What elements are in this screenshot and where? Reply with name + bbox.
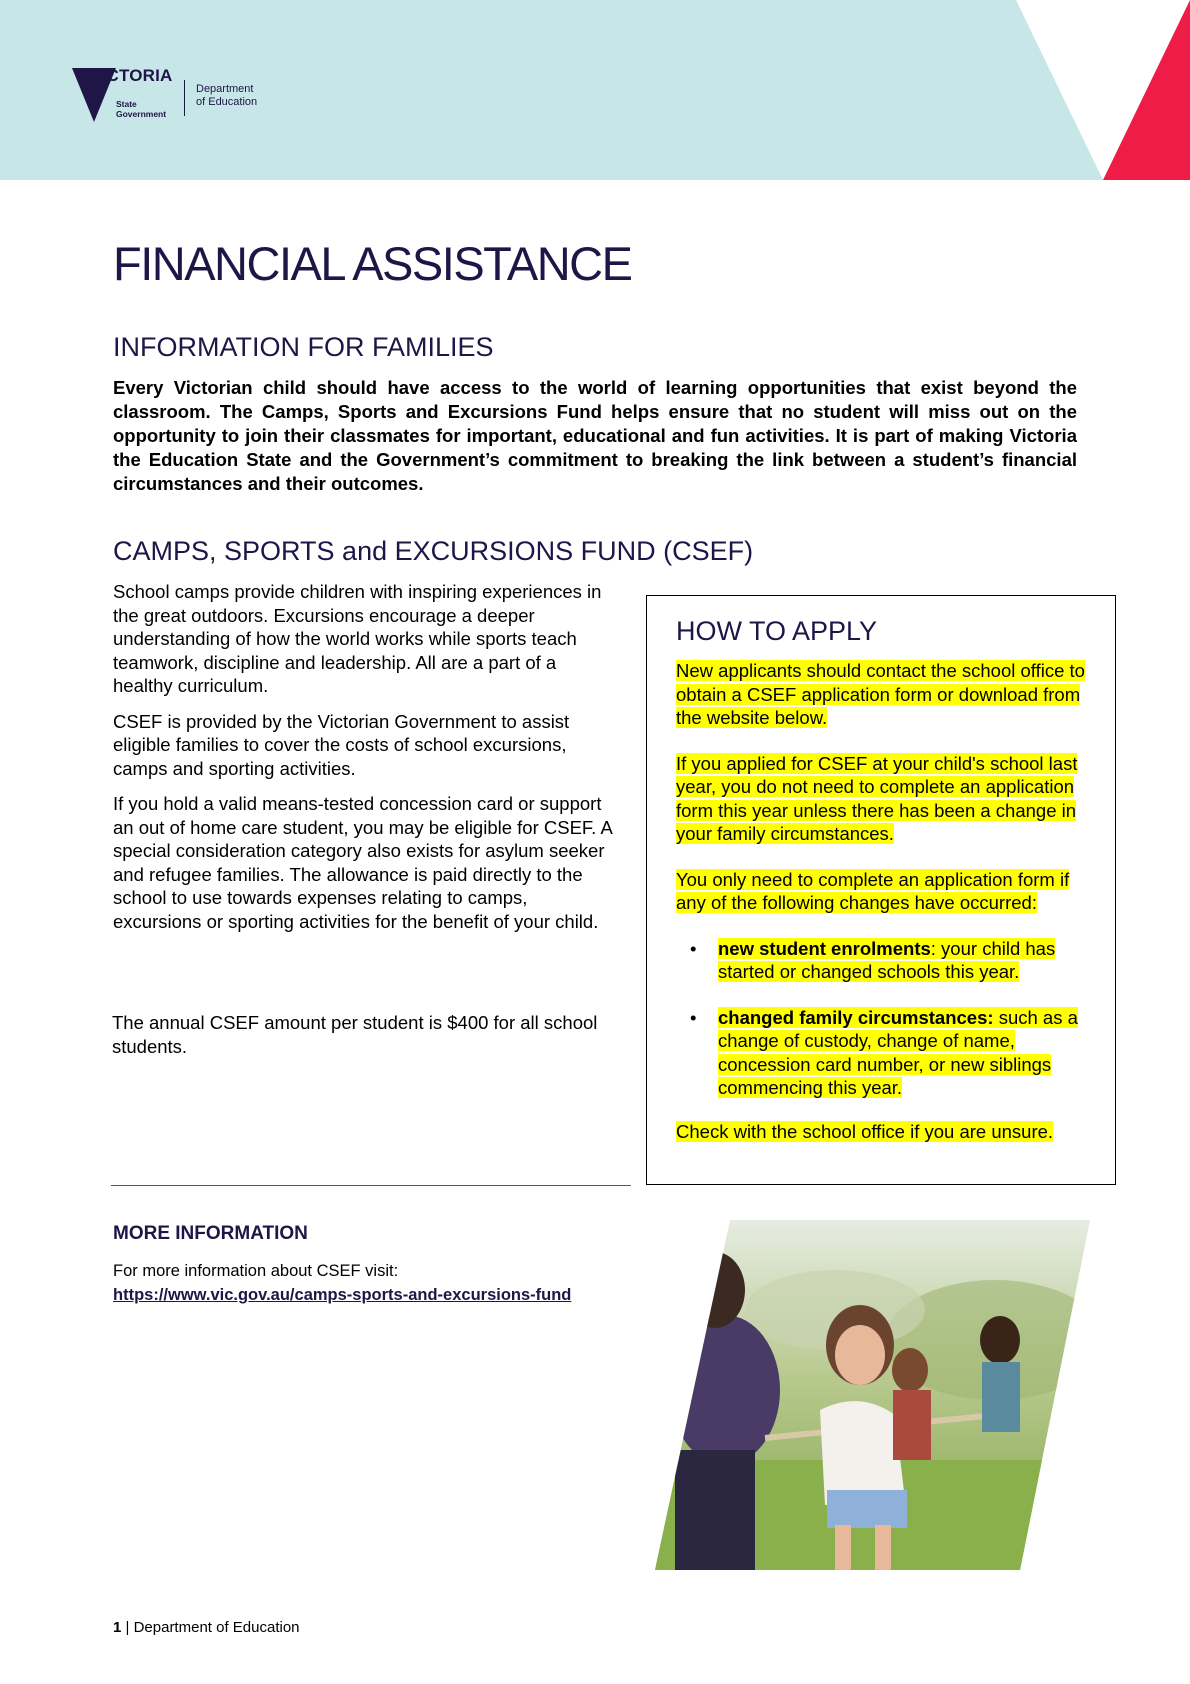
apply-changes-intro: You only need to complete an application form if any of the following changes have occurred:	[676, 868, 1070, 913]
list-item: • changed family circumstances: such as a change of custody, change of name, concession card number, or new siblings commencing this year.	[690, 1006, 1078, 1098]
apply-new-applicants: New applicants should contact the school office to obtain a CSEF application form or download from the website below.	[676, 660, 1085, 728]
how-to-apply-body	[676, 659, 1096, 1165]
paragraph-provided: CSEF is provided by the Victorian Government to assist eligible families to cover the costs of school excursions, camps and sporting activities.	[113, 710, 570, 779]
logo-wordmark: VICTORIA	[90, 66, 173, 85]
footer-org: Department of Education	[133, 1619, 300, 1636]
bullet-icon: •	[690, 937, 697, 959]
logo-subtitle: State Government	[116, 99, 167, 119]
more-info-heading: MORE INFORMATION	[113, 1223, 308, 1244]
page-footer: 1 | Department of Education	[113, 1619, 300, 1636]
csef-website-link[interactable]: https://www.vic.gov.au/camps-sports-and-excursions-fund	[113, 1286, 572, 1304]
logo-divider	[184, 80, 185, 116]
department-name: Department of Education	[196, 83, 258, 108]
csef-description	[113, 580, 613, 945]
apply-closing-note: Check with the school office if you are unsure.	[676, 1120, 1054, 1142]
more-info-text: For more information about CSEF visit:	[113, 1262, 399, 1280]
paragraph-camps: School camps provide children with inspiring experiences in the great outdoors. Excursions encourage a deeper understanding of how the world works while sports teach teamwork, discipline and leadership. All are a part of a healthy curriculum.	[113, 581, 602, 696]
how-to-apply-title: HOW TO APPLY	[676, 616, 878, 646]
csef-heading: CAMPS, SPORTS and EXCURSIONS FUND (CSEF)	[113, 536, 754, 566]
page-number: 1	[113, 1619, 122, 1636]
page-title: FINANCIAL ASSISTANCE	[113, 237, 632, 290]
annual-amount: The annual CSEF amount per student is $400 for all school students.	[112, 1012, 598, 1057]
paragraph-eligibility: If you hold a valid means-tested concession card or support an out of home care student, you may be eligible for CSEF. A special consideration category also exists for asylum seeker and refugee families. The allowance is paid directly to the school to use towards expenses relating to camps, excursions or sporting activities for the benefit of your child.	[113, 793, 612, 932]
families-heading: INFORMATION FOR FAMILIES	[113, 332, 494, 362]
children-tug-of-war-photo	[655, 1220, 1090, 1570]
intro-paragraph: Every Victorian child should have access to the world of learning opportunities that exist beyond the classroom. The Camps, Sports and Excursions Fund helps ensure that no student will miss out on the opportunity to join their classmates for important, educational and fun activities. It is part of making Victoria the Education State and the Government’s commitment to breaking the link between a student’s financial circumstances and their outcomes.	[113, 377, 1077, 494]
list-item: • new student enrolments: your child has started or changed schools this year.	[690, 937, 1056, 982]
how-to-apply-box	[646, 595, 1116, 1185]
changes-list	[676, 937, 1096, 1100]
section-divider	[111, 1185, 631, 1186]
bullet-icon: •	[690, 1006, 697, 1028]
victoria-government-logo	[70, 66, 290, 126]
apply-previous-applicants: If you applied for CSEF at your child's school last year, you do not need to complete an application form this year unless there has been a change in your family circumstances.	[676, 752, 1078, 844]
